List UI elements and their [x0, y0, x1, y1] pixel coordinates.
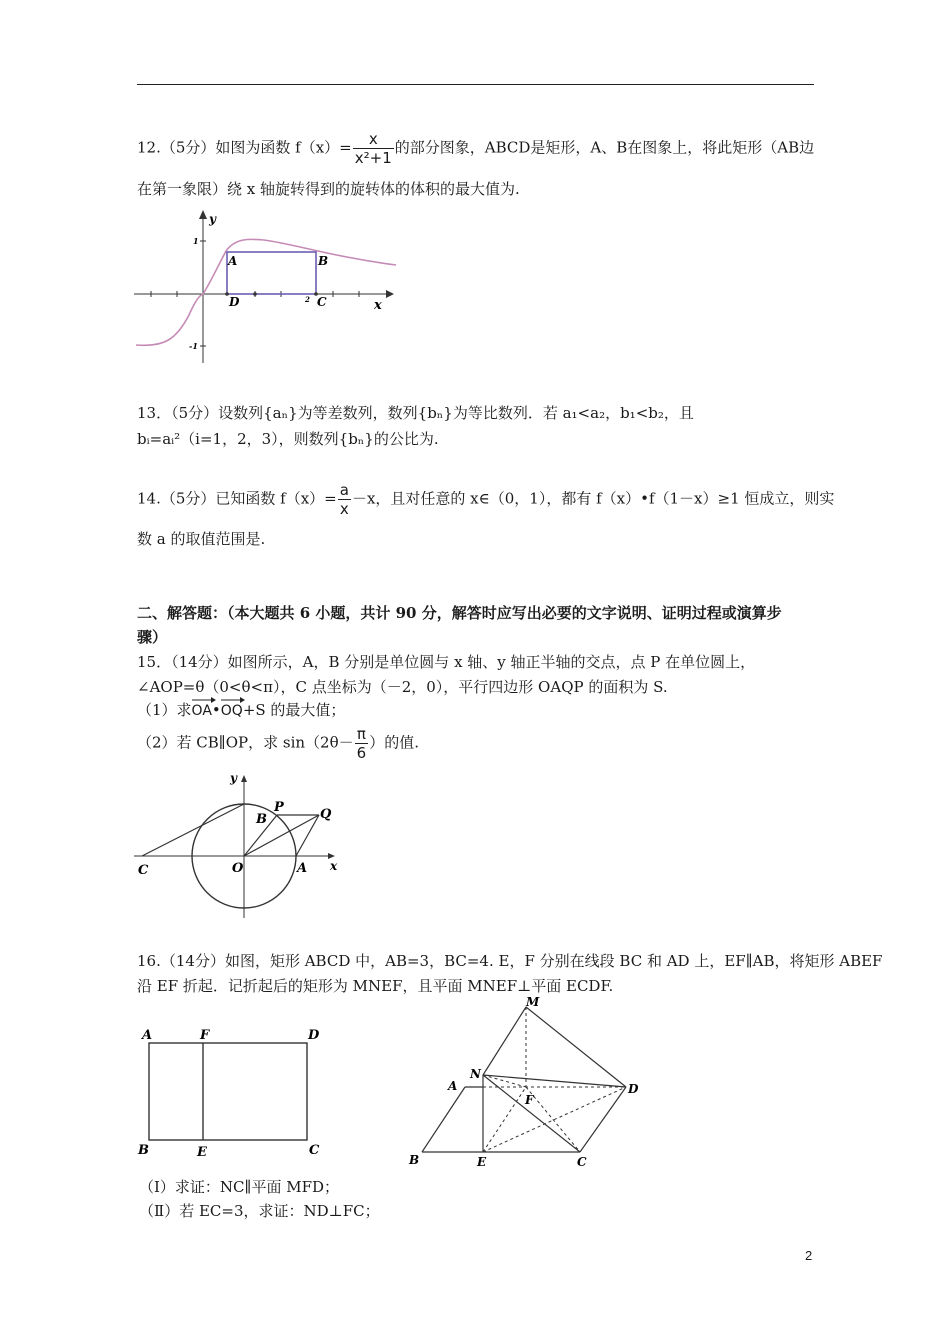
q12-text-post: 的部分图象，ABCD是矩形，A、B在图象上，将此矩形（AB边 — [394, 138, 815, 157]
q13-line1: 13．（5分）设数列{aₙ}为等差数列，数列{bₙ}为等比数列．若 a₁<a₂，b₁<b₂，且 — [137, 404, 694, 422]
q14-fraction — [338, 481, 351, 518]
section2-heading-line2: 骤） — [137, 628, 168, 646]
q15-label-o: O — [232, 861, 244, 876]
q15-dot: • — [211, 701, 221, 719]
q15-part1 — [137, 697, 345, 720]
q12-y-arrow-icon — [199, 210, 207, 219]
q16-line1: 16.（14分）如图，矩形 ABCD 中，AB=3，BC=4. E，F 分别在线段 BC 和 AD 上，EF∥AB，将矩形 ABEF — [137, 952, 883, 970]
q12-line2: 在第一象限）绕 x 轴旋转得到的旋转体的体积的最大值为. — [137, 180, 520, 198]
q15-label-p: P — [274, 800, 284, 815]
q16-fig2-label-c: C — [577, 1155, 587, 1168]
q12-frac-den: x²+1 — [354, 149, 392, 167]
q15-label-b: B — [256, 812, 267, 827]
q15-fraction — [355, 725, 369, 762]
vector-arrow-icon — [221, 697, 245, 703]
q16-fig2-label-d: D — [628, 1082, 639, 1096]
q12-fraction — [353, 130, 394, 167]
q14-line1 — [137, 481, 834, 518]
q14-text-post: －x，且对任意的 x∈（0，1），都有 f（x）•f（1－x）≥1 恒成立，则实 — [351, 489, 835, 508]
q15-part2 — [137, 725, 419, 762]
section2-heading-line1: 二、解答题：（本大题共 6 小题，共计 90 分，解答时应写出必要的文字说明、证明过程或演算步 — [137, 604, 782, 622]
q16-fig1-label-b: B — [138, 1143, 149, 1158]
q12-label-x: x — [374, 298, 382, 313]
q15-vector-oa: OA — [192, 697, 212, 719]
q16-rect-abcd — [149, 1043, 307, 1140]
q15-frac-num: π — [355, 725, 369, 744]
q15-label-c: C — [138, 863, 149, 878]
q13-line2: bᵢ=aᵢ²（i=1，2，3），则数列{bₙ}的公比为. — [137, 430, 439, 448]
q15-part2-post: ）的值. — [369, 733, 419, 752]
q12-label-y: y — [209, 212, 216, 226]
q15-label-q: Q — [320, 807, 332, 822]
q16-fig1-label-e: E — [197, 1145, 207, 1158]
q14-frac-num: a — [339, 481, 349, 499]
q16-fig1-label-a: A — [142, 1028, 153, 1043]
vector-arrow-icon — [192, 697, 216, 703]
q15-label-y: y — [230, 772, 237, 785]
q12-label-a: A — [228, 254, 238, 268]
q16-part1: （Ⅰ）求证：NC∥平面 MFD； — [139, 1178, 340, 1196]
q15-frac-den: 6 — [356, 744, 367, 762]
q15-line1: 15．（14分）如图所示，A，B 分别是单位圆与 x 轴、y 轴正半轴的交点，点 P 在单位圆上， — [137, 653, 756, 671]
q12-line1 — [137, 130, 814, 167]
q12-tick-2: 2 — [305, 295, 310, 304]
q16-fig1-label-d: D — [308, 1028, 320, 1043]
q15-y-arrow-icon — [241, 775, 247, 782]
q12-graph — [134, 205, 400, 365]
q12-frac-num: x — [353, 130, 394, 149]
q16-fig2-label-a: A — [448, 1079, 458, 1093]
q12-label-d: D — [229, 295, 240, 309]
q14-text-pre: 14.（5分）已知函数 f（x）= — [137, 489, 337, 508]
q15-label-x: x — [330, 859, 338, 873]
q16-fig2-label-m: M — [526, 995, 540, 1009]
q15-part2-pre: （2）若 CB∥OP，求 sin（2θ－ — [137, 733, 354, 752]
q12-tick-neg1: -1 — [189, 341, 198, 351]
q16-fig2-label-e: E — [477, 1155, 487, 1168]
q12-tick-1: 1 — [193, 236, 199, 246]
q15-vector-oq: OQ — [221, 697, 243, 719]
q16-fig2-label-f: F — [525, 1093, 534, 1107]
q15-circle-figure — [134, 772, 346, 920]
q12-label-b: B — [318, 254, 329, 268]
q16-fig1-label-f: F — [200, 1028, 210, 1043]
page-number: 2 — [805, 1248, 813, 1263]
q15-line2: ∠AOP=θ（0<θ<π），C 点坐标为（－2，0），平行四边形 OAQP 的面积为 S. — [137, 678, 668, 696]
q12-x-arrow-icon — [386, 290, 394, 298]
q14-frac-den: x — [339, 500, 349, 518]
q15-part1-post: +S 的最大值； — [242, 701, 346, 719]
q16-part2: （Ⅱ）若 EC=3，求证：ND⊥FC； — [139, 1202, 380, 1220]
q12-label-c: C — [317, 295, 327, 309]
q16-flat-rectangle — [136, 1024, 332, 1158]
q14-line2: 数 a 的取值范围是. — [137, 530, 266, 548]
q16-fig2-label-b: B — [409, 1153, 420, 1167]
header-rule — [137, 84, 814, 85]
q12-text-pre: 12.（5分）如图为函数 f（x）= — [137, 138, 352, 157]
q12-function-curve — [136, 239, 396, 345]
q16-folded-figure — [404, 994, 650, 1168]
q16-line2: 沿 EF 折起．记折起后的矩形为 MNEF，且平面 MNEF⊥平面 ECDF. — [137, 977, 614, 995]
q16-fig2-label-n: N — [470, 1067, 481, 1081]
q12-rectangle-abcd — [227, 252, 316, 294]
q15-label-a: A — [297, 861, 308, 876]
q16-fig1-label-c: C — [309, 1143, 320, 1158]
q15-part1-pre: （1）求 — [137, 701, 192, 719]
